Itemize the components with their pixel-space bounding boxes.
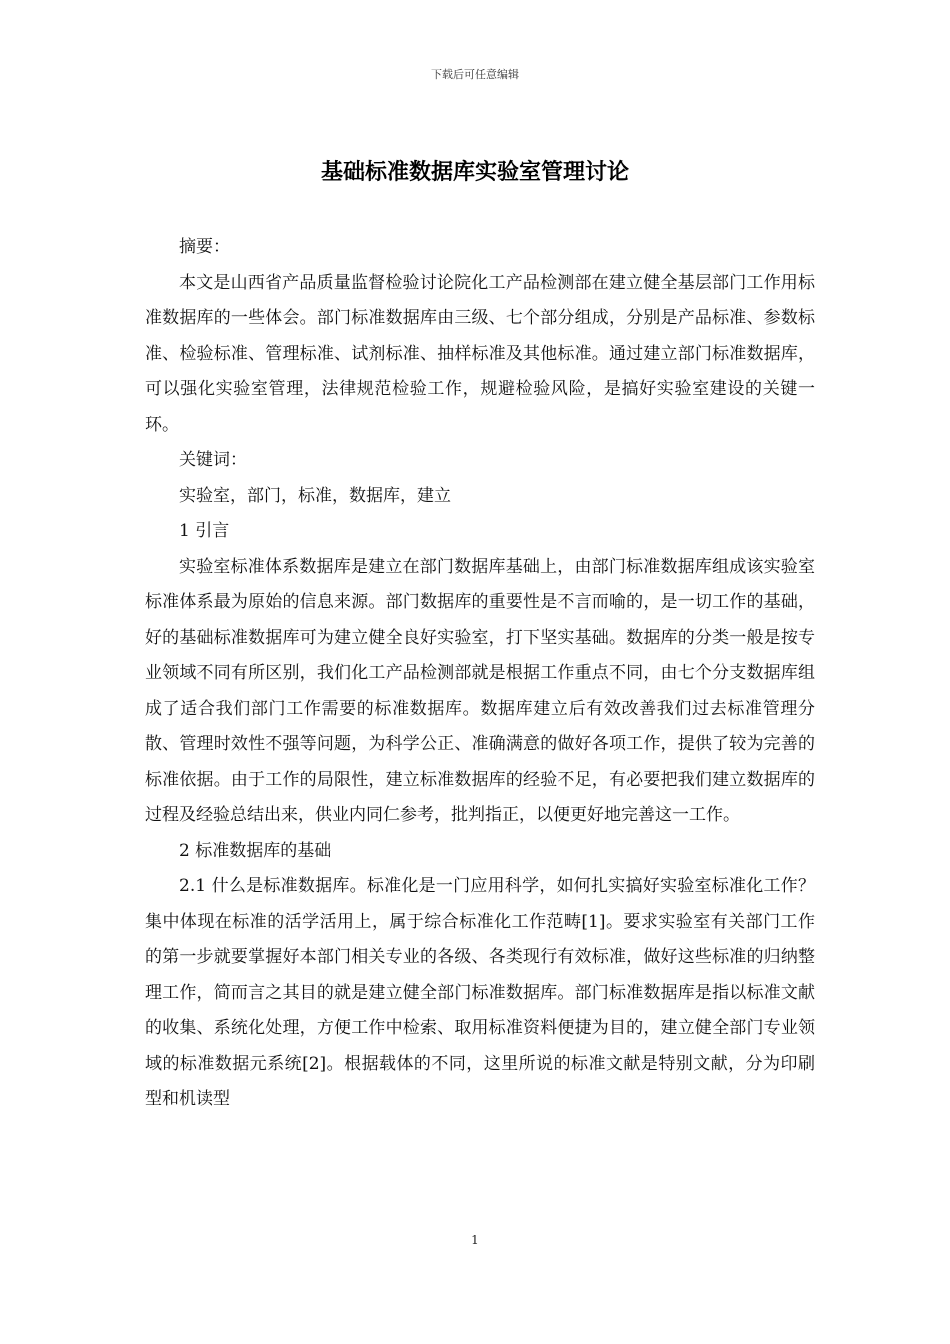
abstract-heading: 摘要： — [179, 237, 230, 257]
header-note: 下载后可任意编辑 — [431, 68, 519, 81]
section-heading-basis: 2 标准数据库的基础 — [179, 840, 332, 861]
section-heading-intro: 1 引言 — [179, 521, 230, 541]
page-number: 1 — [471, 1233, 479, 1247]
document-title: 基础标准数据库实验室管理讨论 — [320, 159, 629, 185]
keywords-list: 实验室，部门，标准，数据库，建立 — [179, 485, 451, 506]
abstract-paragraph: 本文是山西省产品质量监督检验讨论院化工产品检测部在建立健全基层部门工作用标准数据库的一些体会。部门标准数据库由三级、七个部分组成，分别是产品标准、参数标准、检验标准、管理标准、试剂标准、抽样标准及其他标准。通过建立部门标准数据库，可以强化实验室管理，法律规范检验工作，规避检验风险，是搞好实验室建设的关键一环。 — [145, 272, 815, 435]
basis-paragraph: 2.1 什么是标准数据库。标准化是一门应用科学，如何扎实搞好实验室标准化工作？集中体现在标准的活学活用上，属于综合标准化工作范畴[1]。要求实验室有关部门工作的第一步就要掌握好本部门相关专业的各级、各类现行有效标准，做好这些标准的归纳整理工作，简而言之其目的就是建立健全部门标准数据库。部门标准数据库是指以标准文献的收集、系统化处理，方便工作中检索、取用标准资料便捷为目的，建立健全部门专业领域的标准数据元系统[2]。根据载体的不同，这里所说的标准文献是特别文献，分为印刷型和机读型 — [145, 876, 815, 1109]
keywords-heading: 关键词： — [179, 450, 247, 470]
intro-paragraph: 实验室标准体系数据库是建立在部门数据库基础上，由部门标准数据库组成该实验室标准体系最为原始的信息来源。部门数据库的重要性是不言而喻的，是一切工作的基础，好的基础标准数据库可为建立健全良好实验室，打下坚实基础。数据库的分类一般是按专业领域不同有所区别，我们化工产品检测部就是根据工作重点不同，由七个分支数据库组成了适合我们部门工作需要的标准数据库。数据库建立后有效改善我们过去标准管理分散、管理时效性不强等问题，为科学公正、准确满意的做好各项工作，提供了较为完善的标准依据。由于工作的局限性，建立标准数据库的经验不足，有必要把我们建立数据库的过程及经验总结出来，供业内同仁参考，批判指正，以便更好地完善这一工作。 — [145, 556, 815, 825]
document-body — [145, 230, 815, 1118]
